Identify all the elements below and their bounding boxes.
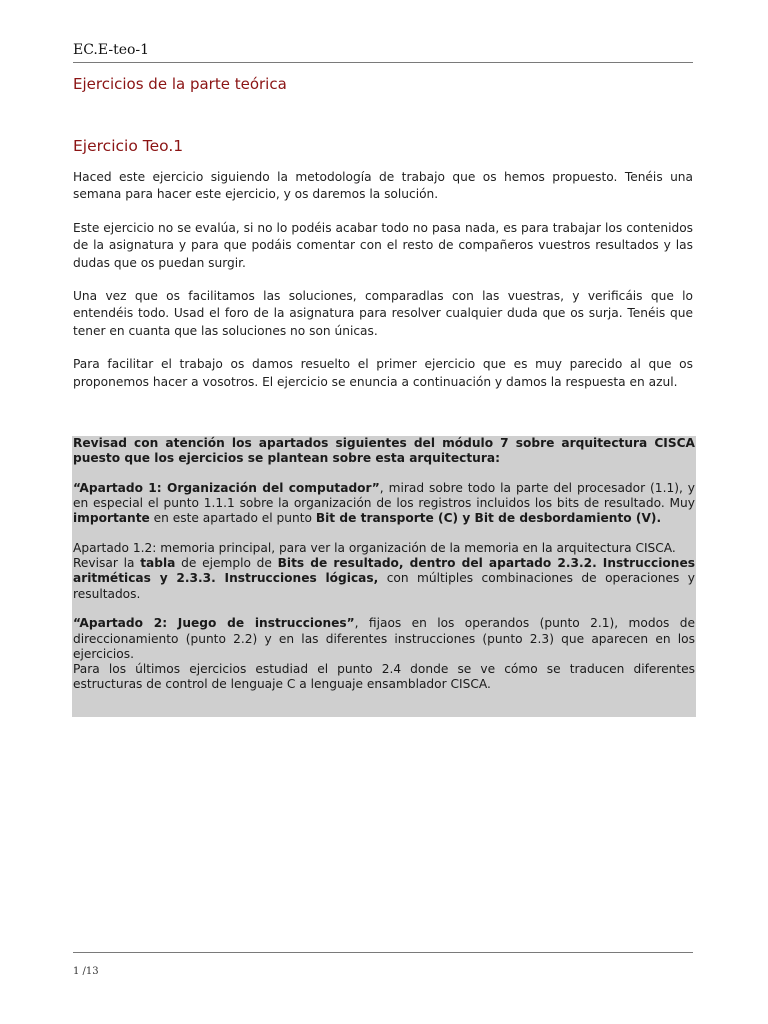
revisar-bits-resultado: Bits de resultado, dentro del apartado 2.3.2. Instrucciones aritméticas y 2.3.3. Instrucciones lógicas, [73, 556, 695, 586]
document-page [73, 0, 693, 1024]
apartado-1-important: importante [73, 511, 150, 526]
apartado-2-title: “Apartado 2: Juego de instrucciones” [73, 616, 355, 631]
paragraph-methodology: Haced este ejercicio siguiendo la metodología de trabajo que os hemos propuesto. Tenéis una semana para hacer este ejercicio, y os daremos la solución. [73, 170, 693, 202]
revisar-text-3: con múltiples combinaciones de operaciones y resultados. [73, 571, 695, 601]
revisar-text-2: de ejemplo de [175, 556, 278, 571]
review-note-box [72, 436, 696, 717]
review-last-exercises: Para los últimos ejercicios estudiad el punto 2.4 donde se ve cómo se traducen diferentes estructuras de control de lenguaje C a lenguaje ensamblador CISCA. [73, 661, 695, 692]
page-header [73, 42, 693, 63]
exercise-title: Ejercicio Teo.1 [73, 137, 184, 155]
apartado-2-text: , fijaos en los operandos (punto 2.1), modos de direccionamiento (punto 2.2) y en las diferentes instrucciones (punto 2.3) que aparecen en los ejercicios. [73, 616, 695, 661]
footer-divider [73, 952, 693, 953]
apartado-1-text-2: en este apartado el punto [149, 511, 316, 526]
revisar-tabla: tabla [140, 556, 176, 571]
paragraph-solved-example: Para facilitar el trabajo os damos resuelto el primer ejercicio que es muy parecido al que os proponemos hacer a vosotros. El ejercicio se enuncia a continuación y damos la respuesta en azul. [73, 357, 693, 389]
paragraph-solutions: Una vez que os facilitamos las soluciones, comparadlas con las vuestras, y verificáis que lo entendéis todo. Usad el foro de la asignatura para resolver cualquier duda que os surja. Tenéis que tener en cuanta que las soluciones no son únicas. [73, 289, 693, 338]
document-code: EC.E-teo-1 [73, 42, 150, 58]
review-intro-text: Revisad con atención los apartados siguientes del módulo 7 sobre arquitectura CISCA puesto que los ejercicios se plantean sobre esta arquitectura: [73, 436, 695, 466]
apartado-1-title: “Apartado 1: Organización del computador” [73, 480, 380, 495]
review-apartado-1-2: Apartado 1.2: memoria principal, para ver la organización de la memoria en la arquitectura CISCA. [73, 541, 676, 556]
paragraph-not-evaluated: Este ejercicio no se evalúa, si no lo podéis acabar todo no pasa nada, es para trabajar los contenidos de la asignatura y para que podáis comentar con el resto de compañeros vuestros resultados y las dudas que os puedan surgir. [73, 220, 693, 270]
section-title: Ejercicios de la parte teórica [73, 75, 287, 93]
review-apartado-2 [73, 616, 695, 662]
instructions-body [73, 169, 693, 407]
apartado-1-text: , mirad sobre todo la parte del procesador (1.1), y en especial el punto 1.1.1 sobre la organización de los registros incluidos los bits de resultado. Muy [73, 480, 695, 511]
review-tabla-bits [73, 556, 695, 602]
review-intro [73, 436, 695, 466]
review-apartado-1 [73, 481, 695, 527]
revisar-text: Revisar la [73, 556, 141, 571]
apartado-1-bits: Bit de transporte (C) y Bit de desbordamiento (V). [315, 511, 662, 526]
page-number: 1 /13 [73, 966, 99, 977]
